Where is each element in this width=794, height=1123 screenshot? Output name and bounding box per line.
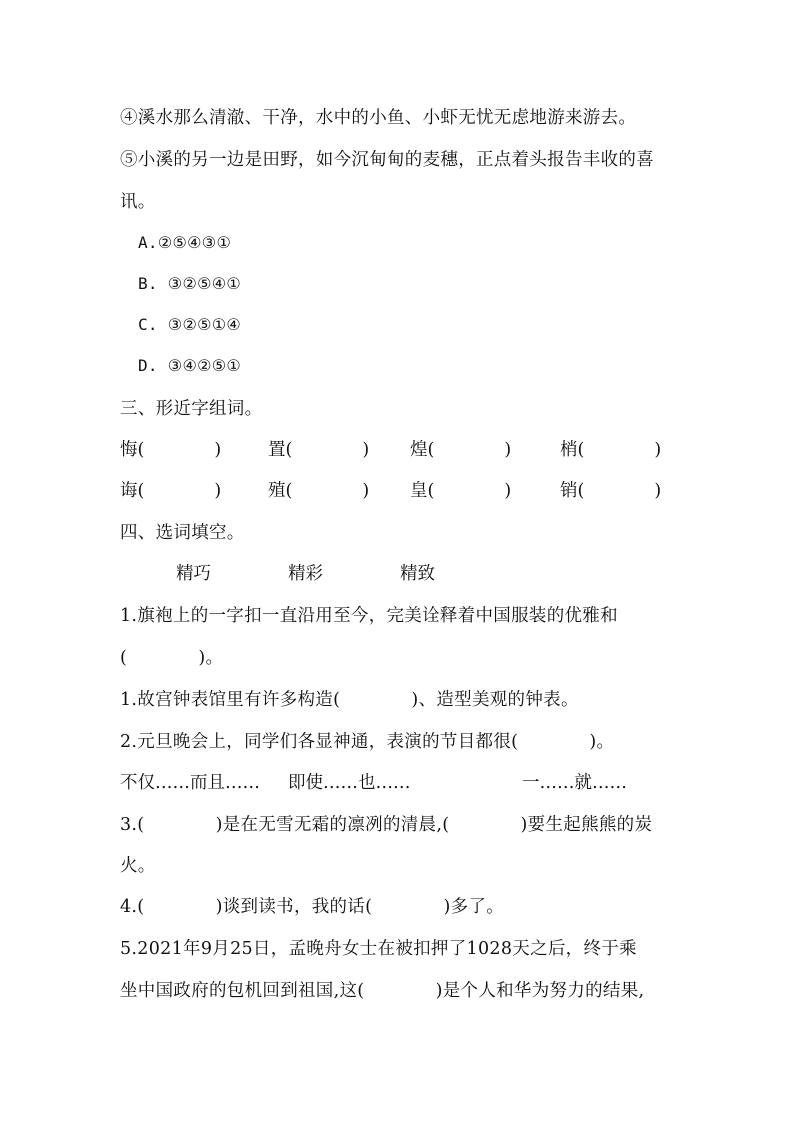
- sentence-3-line-2: 火。: [120, 856, 156, 876]
- option-d[interactable]: D. ③④②⑤①: [138, 356, 242, 375]
- sentence-1-line-2[interactable]: ( )。: [120, 648, 224, 668]
- sentence-3-line-1[interactable]: 3.( )是在无雪无霜的凛冽的清晨,( )要生起熊熊的炭: [120, 815, 653, 835]
- char-pair-blank[interactable]: 销( ): [560, 481, 662, 501]
- char-pair-blank[interactable]: 悔( ): [120, 440, 222, 460]
- option-b[interactable]: B. ③②⑤④①: [138, 274, 242, 293]
- sentence-1-line-1: 1.旗袍上的一字扣一直沿用至今，完美诠释着中国服装的优雅和: [120, 606, 618, 626]
- char-pair-blank[interactable]: 殖( ): [268, 481, 370, 501]
- option-c[interactable]: C. ③②⑤①④: [138, 315, 242, 334]
- sentence-1b[interactable]: 1.故宫钟表馆里有许多构造( )、造型美观的钟表。: [120, 690, 579, 710]
- sentence-5-line-1: ⑤小溪的另一边是田野，如今沉甸甸的麦穗，正点着头报告丰收的喜: [120, 150, 654, 170]
- option-a[interactable]: A.②⑤④③①: [138, 233, 232, 252]
- sentence-4: ④溪水那么清澈、干净，水中的小鱼、小虾无忧无虑地游来游去。: [120, 108, 637, 128]
- sentence-5-line-1: 5.2021年9月25日，孟晚舟女士在被扣押了1028天之后，终于乘: [120, 939, 637, 959]
- conjunction-choice: 即使……也……: [288, 773, 411, 793]
- section-4-title: 四、选词填空。: [120, 523, 245, 543]
- sentence-4[interactable]: 4.( )谈到读书，我的话( )多了。: [120, 897, 505, 917]
- char-pair-blank[interactable]: 皇( ): [410, 481, 512, 501]
- word-choice: 精彩: [288, 564, 323, 584]
- conjunction-choice: 一……就……: [522, 773, 627, 793]
- word-choice: 精致: [400, 564, 435, 584]
- char-pair-blank[interactable]: 诲( ): [120, 481, 222, 501]
- sentence-5-line-2: 讯。: [120, 192, 156, 212]
- char-pair-blank[interactable]: 梢( ): [560, 440, 662, 460]
- word-choice: 精巧: [176, 564, 211, 584]
- conjunction-choice: 不仅……而且……: [120, 773, 260, 793]
- char-pair-blank[interactable]: 煌( ): [410, 440, 512, 460]
- char-pair-blank[interactable]: 置( ): [268, 440, 370, 460]
- sentence-5-line-2[interactable]: 坐中国政府的包机回到祖国,这( )是个人和华为努力的结果,: [120, 981, 645, 1001]
- section-3-title: 三、形近字组词。: [120, 399, 263, 419]
- sentence-2[interactable]: 2.元旦晚会上，同学们各显神通，表演的节目都很( )。: [120, 732, 615, 752]
